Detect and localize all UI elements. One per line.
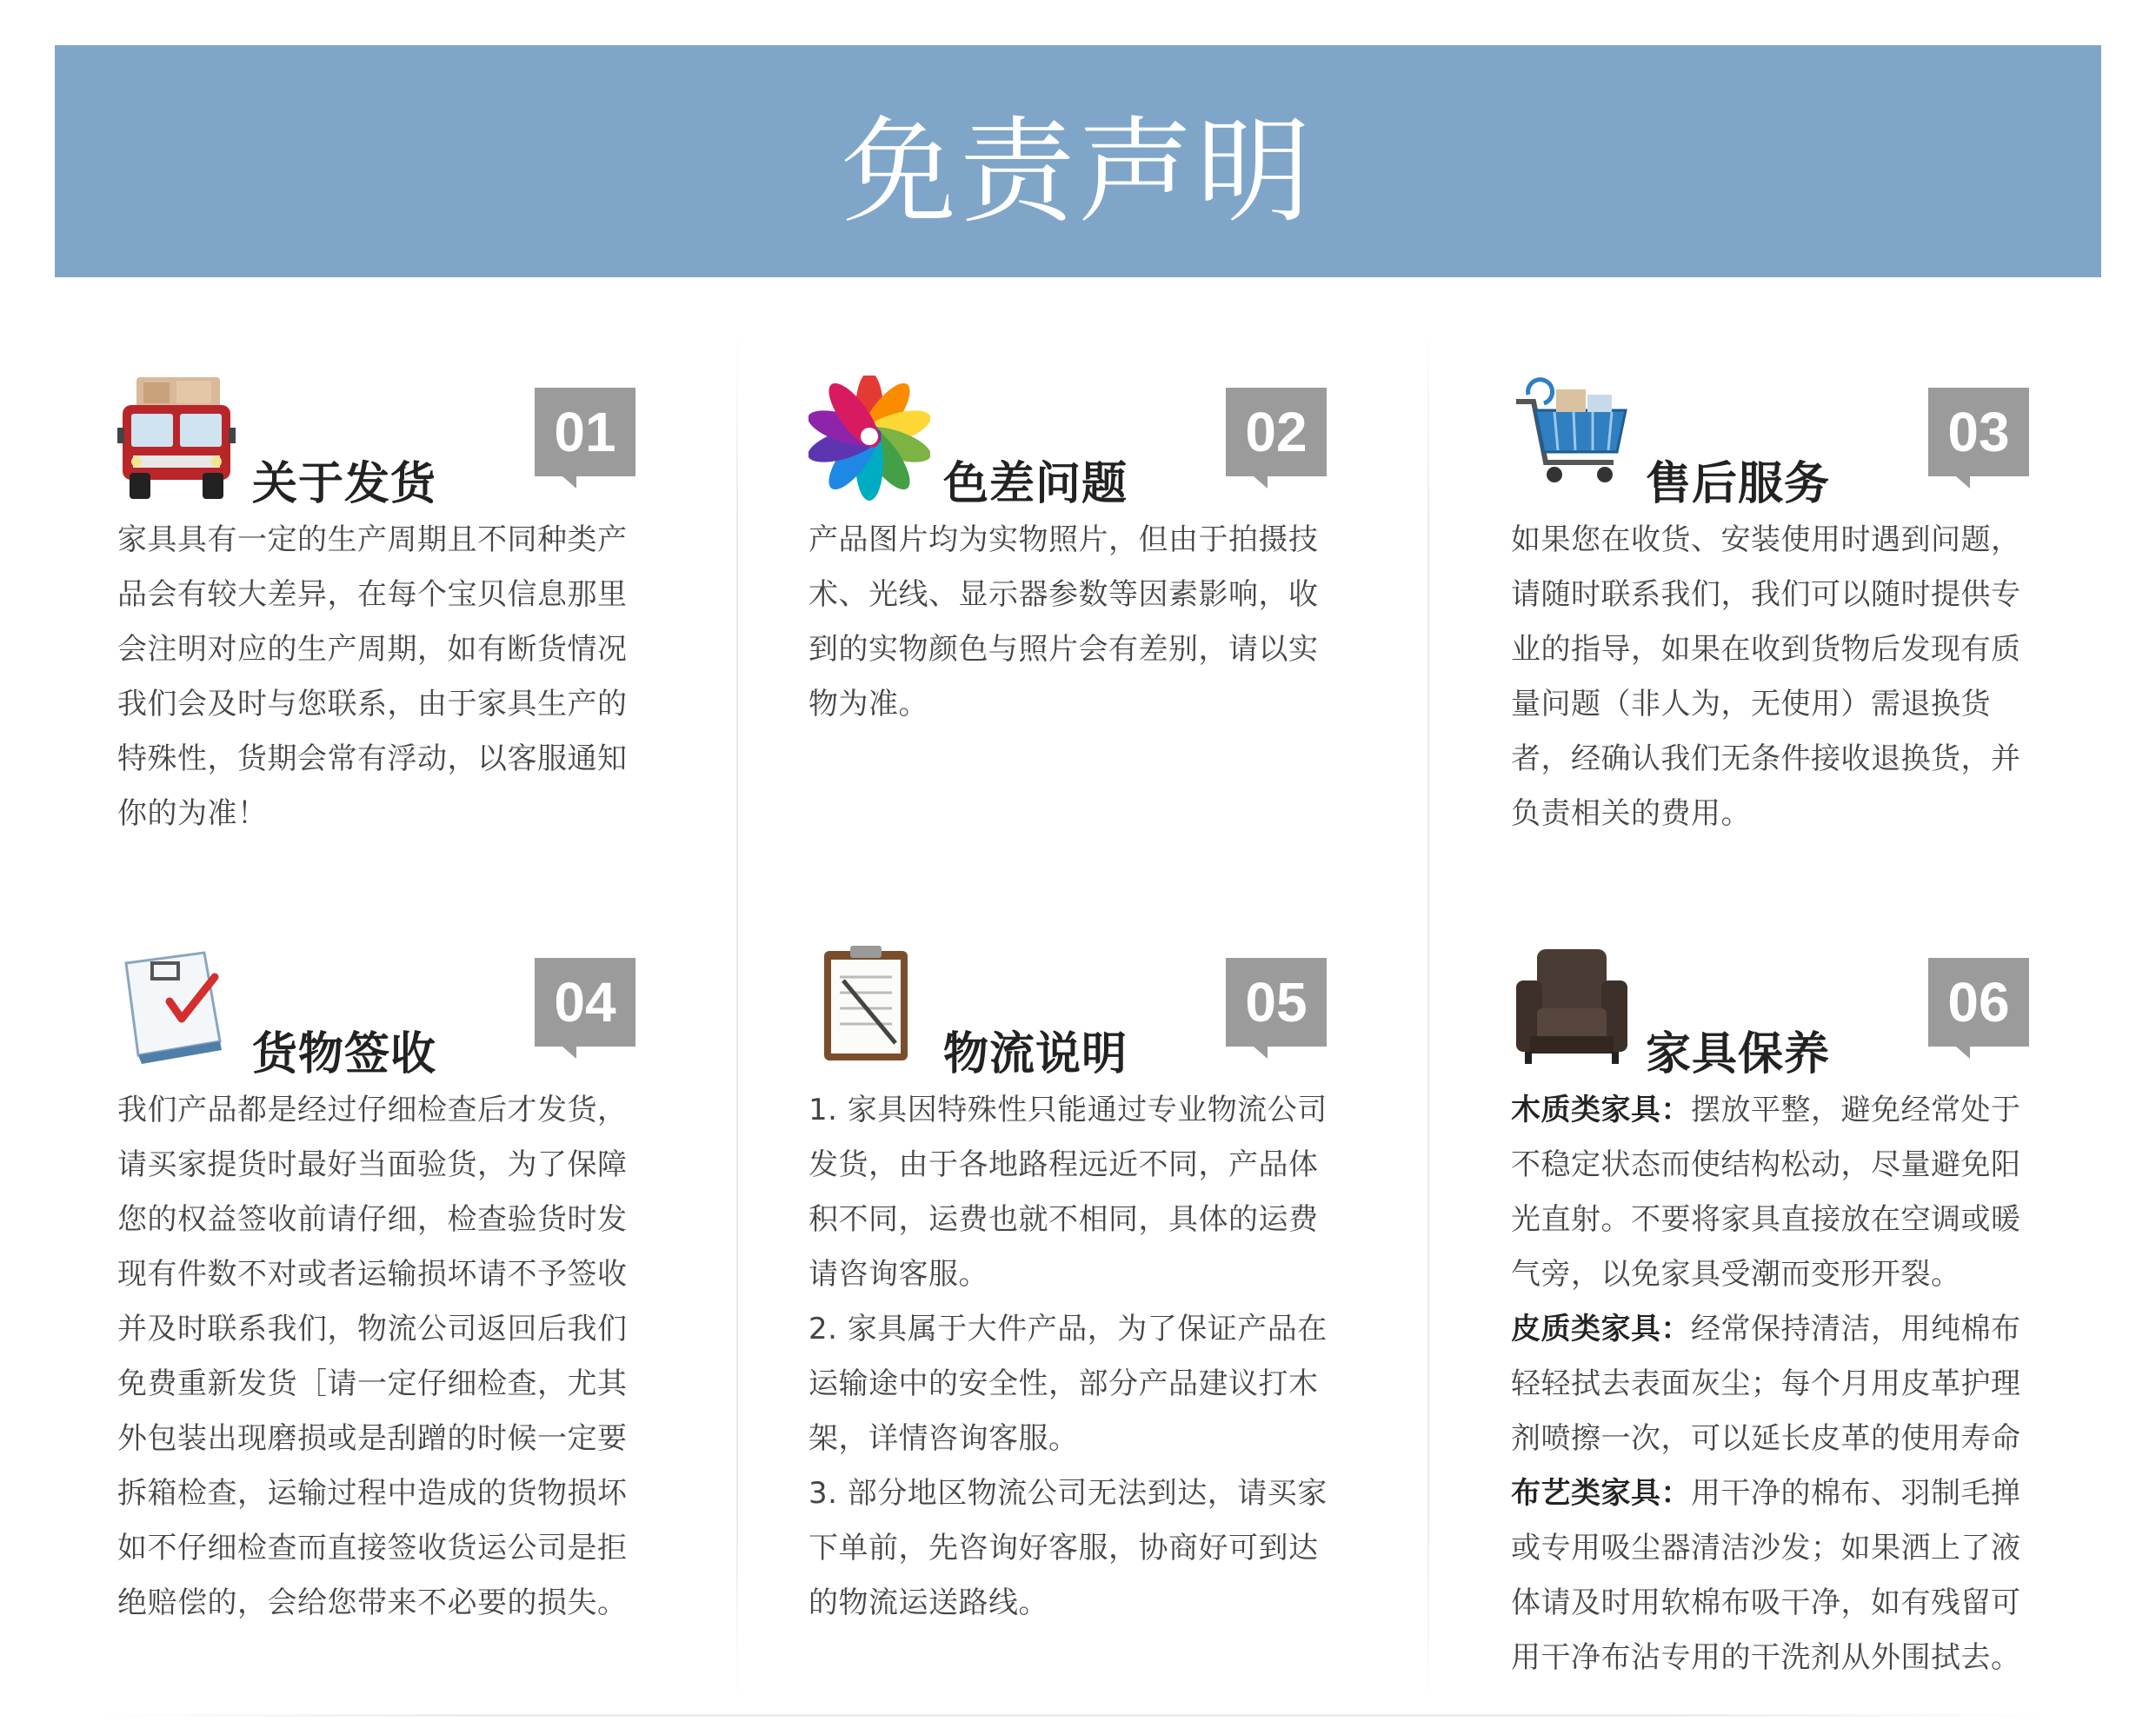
section-receipt [117,946,656,1631]
section-body [1511,513,2046,841]
armchair-icon [1511,946,1633,1076]
column-divider-left [736,330,738,1704]
care-item-text: 用干净的棉布、羽制毛掸或专用吸尘器清洁沙发；如果洒上了液体请及时用软棉布吸干净，如有残留可用干净布沾专用的干洗剂从外围拭去。 [1511,1476,2021,1675]
section-shipping [117,376,656,841]
section-number-badge: 05 [1226,958,1327,1047]
section-number-badge: 04 [535,958,635,1047]
section-body [1511,1083,2046,1685]
section-title: 关于发货 [252,458,437,510]
care-item-label: 木质类家具： [1511,1093,1691,1127]
section-paragraph: 我们产品都是经过仔细检查后才发货，请买家提货时最好当面验货，为了保障您的权益签收前请仔细，检查验货时发现有件数不对或者运输损坏请不予签收并及时联系我们，物流公司返回后我们免费重新发货［请一定仔细检查，尤其外包装出现磨损或是刮蹭的时候一定要拆箱检查，运输过程中造成的货物损坏如不仔细检查而直接签收货运公司是拒绝赔偿的，会给您带来不必要的损失。 [117,1093,628,1620]
section-number-badge: 01 [535,388,635,476]
section-furniture-care [1511,946,2050,1685]
delivery-truck-icon [117,376,239,506]
care-item-leather [1511,1302,2046,1466]
section-body [117,1083,652,1631]
care-item-text: 经常保持清洁，用纯棉布轻轻拭去表面灰尘；每个月用皮革护理剂喷擦一次，可以延长皮革的使用寿命 [1511,1312,2021,1456]
section-paragraph: 3. 部分地区物流公司无法到达，请买家下单前，先咨询好客服，协商好可到达的物流运送路线。 [808,1476,1328,1620]
care-item-fabric [1511,1466,2046,1685]
section-number-badge: 06 [1928,958,2029,1047]
section-paragraph: 2. 家具属于大件产品，为了保证产品在运输途中的安全性，部分产品建议打木架，详情咨询客服。 [808,1312,1328,1456]
section-paragraph: 1. 家具因特殊性只能通过专业物流公司发货，由于各地路程远近不同，产品体积不同，运费也就不相同，具体的运费请咨询客服。 [808,1093,1328,1292]
section-after-sales [1511,376,2050,841]
section-title: 色差问题 [943,458,1128,510]
section-body [808,513,1343,732]
bottom-divider [96,1714,2052,1717]
section-body [808,1083,1343,1631]
color-wheel-icon [808,376,930,506]
section-number-badge: 03 [1928,388,2029,476]
section-color-difference [808,376,1348,732]
column-divider-right [1427,330,1429,1704]
section-title: 售后服务 [1646,458,1831,510]
section-title: 家具保养 [1646,1028,1831,1080]
section-logistics [808,946,1348,1631]
section-title: 货物签收 [252,1028,437,1080]
section-body [117,513,652,841]
care-item-label: 布艺类家具： [1511,1476,1691,1511]
shopping-cart-icon [1511,376,1633,506]
section-paragraph: 产品图片均为实物照片，但由于拍摄技术、光线、显示器参数等因素影响，收到的实物颜色与照片会有差别，请以实物为准。 [808,522,1319,721]
checklist-icon [117,946,239,1076]
care-item-wood [1511,1083,2046,1302]
section-paragraph: 家具具有一定的生产周期且不同种类产品会有较大差异，在每个宝贝信息那里会注明对应的生产周期，如有断货情况我们会及时与您联系，由于家具生产的特殊性，货期会常有浮动，以客服通知你的为准！ [117,522,628,831]
care-item-text: 摆放平整，避免经常处于不稳定状态而使结构松动，尽量避免阳光直射。不要将家具直接放在空调或暖气旁，以免家具受潮而变形开裂。 [1511,1093,2021,1292]
care-item-label: 皮质类家具： [1511,1312,1691,1346]
clipboard-icon [808,946,930,1076]
section-title: 物流说明 [943,1028,1128,1080]
header-banner [55,45,2101,277]
section-paragraph: 如果您在收货、安装使用时遇到问题，请随时联系我们，我们可以随时提供专业的指导，如果在收到货物后发现有质量问题（非人为，无使用）需退换货者，经确认我们无条件接收退换货，并负责相关的费用。 [1511,522,2021,831]
page-title: 免责声明 [842,104,1314,239]
section-number-badge: 02 [1226,388,1327,476]
